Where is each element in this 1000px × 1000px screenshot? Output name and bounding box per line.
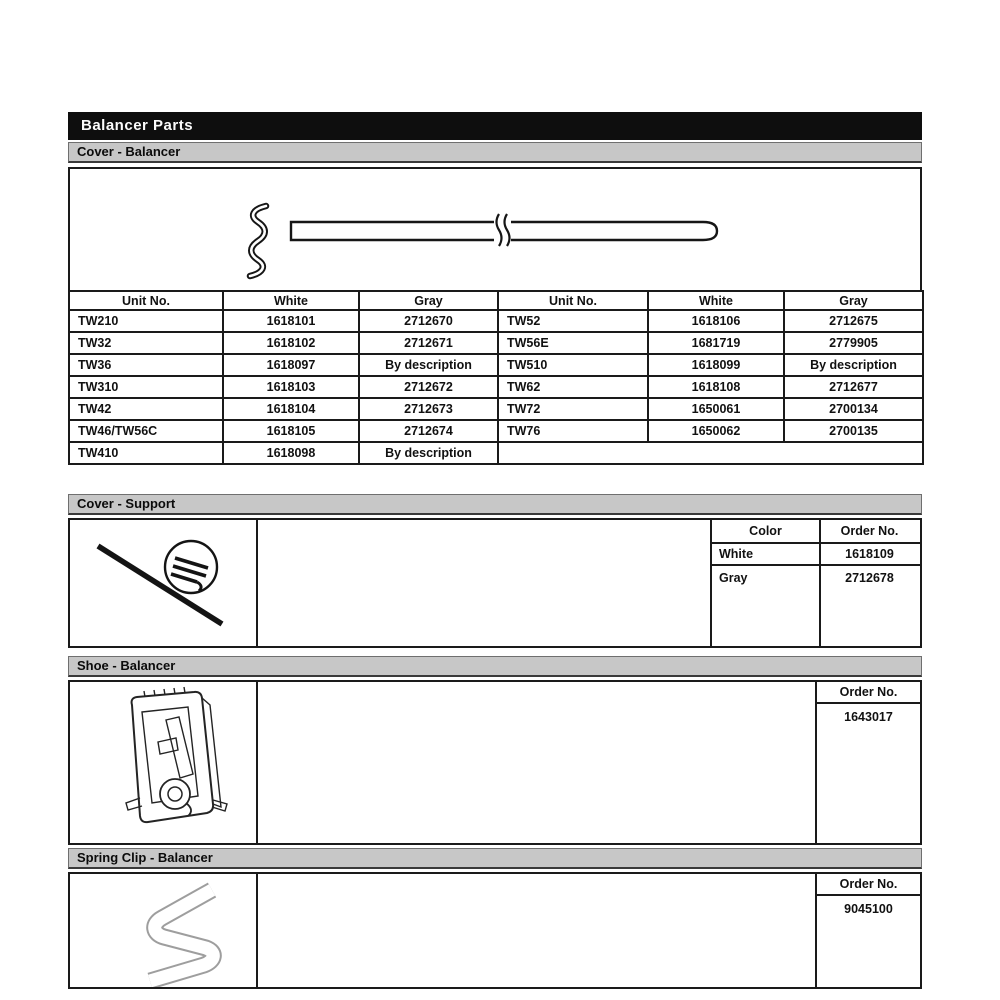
col-header-color: Color	[749, 524, 782, 538]
col-header-order-no: Order No.	[840, 524, 899, 538]
part-number-cell: 1618099	[648, 354, 784, 376]
shoe-order-table	[815, 682, 920, 843]
part-number-cell: By description	[359, 354, 498, 376]
unit-cell: TW32	[69, 332, 223, 354]
col-header-white: White	[223, 291, 359, 310]
table-row	[69, 420, 923, 442]
unit-cell: TW310	[69, 376, 223, 398]
table-row	[69, 376, 923, 398]
section-header-spring-clip: Spring Clip - Balancer	[68, 848, 922, 869]
part-number-cell: 1618098	[223, 442, 359, 464]
col-header-order-no: Order No.	[817, 874, 920, 896]
part-number-cell: 1618103	[223, 376, 359, 398]
part-number-cell: 2712677	[784, 376, 923, 398]
col-header-unit-no: Unit No.	[69, 291, 223, 310]
table-row	[712, 544, 920, 566]
part-number-cell: By description	[359, 442, 498, 464]
col-header-order-no: Order No.	[817, 682, 920, 704]
cell-divider	[819, 520, 821, 646]
spring-clip-box	[68, 872, 922, 989]
shoe-balancer-box	[68, 680, 922, 845]
part-number-cell: 1650061	[648, 398, 784, 420]
unit-cell: TW46/TW56C	[69, 420, 223, 442]
cover-support-box	[68, 518, 922, 648]
part-number-cell: 1650062	[648, 420, 784, 442]
spring-clip-order-table	[815, 874, 920, 987]
col-header-gray: Gray	[359, 291, 498, 310]
part-number-cell: 2712672	[359, 376, 498, 398]
col-header-unit-no: Unit No.	[498, 291, 648, 310]
part-number-cell: 2779905	[784, 332, 923, 354]
empty-cell	[498, 442, 923, 464]
part-number-cell: 1618097	[223, 354, 359, 376]
unit-cell: TW52	[498, 310, 648, 332]
unit-cell: TW42	[69, 398, 223, 420]
part-number-cell: 1618108	[648, 376, 784, 398]
col-header-gray: Gray	[784, 291, 923, 310]
color-cell: Gray	[719, 571, 748, 585]
part-number-cell: 1618109	[845, 547, 894, 561]
shoe-balancer-drawing	[70, 682, 256, 843]
part-number-cell: 2712673	[359, 398, 498, 420]
part-number-cell: 2700135	[784, 420, 923, 442]
unit-cell: TW410	[69, 442, 223, 464]
cell-divider	[256, 682, 258, 843]
table-row	[69, 398, 923, 420]
cover-balancer-parts-table	[68, 290, 924, 465]
col-header-white: White	[648, 291, 784, 310]
section-header-cover-balancer: Cover - Balancer	[68, 142, 922, 163]
cover-balancer-illustration-box	[68, 167, 922, 290]
color-cell: White	[719, 547, 754, 561]
part-number-cell: 1618104	[223, 398, 359, 420]
unit-cell: TW72	[498, 398, 648, 420]
table-row	[69, 442, 923, 464]
spring-clip-drawing	[70, 874, 256, 987]
part-number-cell: 1618102	[223, 332, 359, 354]
table-row	[712, 566, 920, 590]
part-number-cell: 2712671	[359, 332, 498, 354]
table-row	[69, 310, 923, 332]
table-header-row	[712, 520, 920, 544]
unit-cell: TW76	[498, 420, 648, 442]
unit-cell: TW36	[69, 354, 223, 376]
cover-support-drawing	[70, 520, 256, 646]
part-number-cell: 2712670	[359, 310, 498, 332]
part-number-cell: 1618105	[223, 420, 359, 442]
part-number-cell: 1618106	[648, 310, 784, 332]
part-number-cell: 2712678	[845, 571, 894, 585]
unit-cell: TW62	[498, 376, 648, 398]
unit-cell: TW210	[69, 310, 223, 332]
table-header-row	[69, 291, 923, 310]
table-row	[69, 354, 923, 376]
cover-support-order-table	[710, 520, 920, 646]
part-number-cell: 2712675	[784, 310, 923, 332]
page-title: Balancer Parts	[68, 112, 922, 140]
cell-divider	[256, 520, 258, 646]
part-number-cell: 2700134	[784, 398, 923, 420]
unit-cell: TW510	[498, 354, 648, 376]
section-header-cover-support: Cover - Support	[68, 494, 922, 515]
unit-cell: TW56E	[498, 332, 648, 354]
table-row	[69, 332, 923, 354]
part-number-cell: 1618101	[223, 310, 359, 332]
section-header-shoe-balancer: Shoe - Balancer	[68, 656, 922, 677]
cell-divider	[256, 874, 258, 987]
part-number-cell: 1681719	[648, 332, 784, 354]
part-number-cell: 2712674	[359, 420, 498, 442]
cover-balancer-drawing	[70, 169, 920, 290]
part-number-cell: By description	[784, 354, 923, 376]
part-number-cell: 9045100	[844, 902, 893, 916]
part-number-cell: 1643017	[844, 710, 893, 724]
